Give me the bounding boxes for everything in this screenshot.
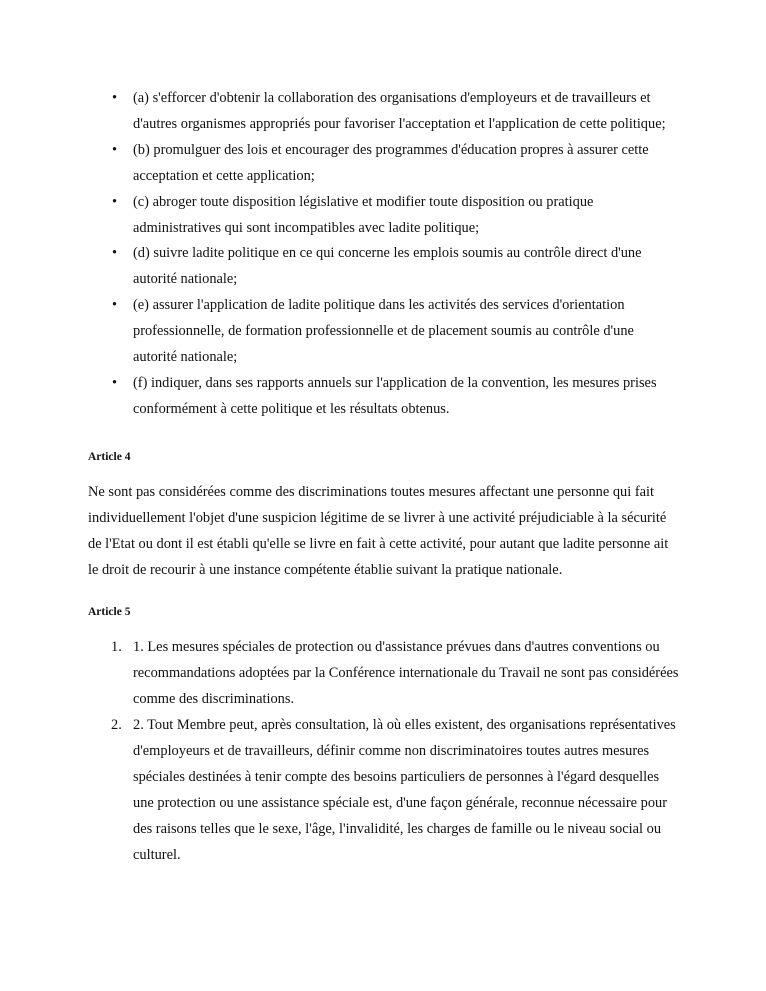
article-5-list [88,635,680,868]
list-item [88,293,680,371]
measures-list [88,86,680,423]
bullet-marker: • [112,90,118,106]
bullet-marker: • [112,245,118,262]
list-item-text: 1. Les mesures spéciales de protection ou d'assistance prévues dans d'autres conventions ou recommandations adoptées par la Conférence internationale du Travail ne sont pas considérées comme des discriminations. [133,639,679,708]
list-item [88,138,680,190]
list-item-text: (e) assurer l'application de ladite politique dans les activités des services d'orientation professionnelle, de formation professionnelle et de placement soumis au contrôle d'une autorité nationale; [133,297,634,366]
list-item-text: (f) indiquer, dans ses rapports annuels sur l'application de la convention, les mesures prises conformément à cette politique et les résultats obtenus. [133,374,657,417]
article-5-heading: Article 5 [88,606,131,619]
list-item [88,190,680,242]
list-item-text: (d) suivre ladite politique en ce qui concerne les emplois soumis au contrôle direct d'une autorité nationale; [133,245,642,288]
number-marker: 1. [111,639,122,656]
bullet-marker: • [112,374,118,391]
list-item [88,713,680,868]
list-item-text: (a) s'efforcer d'obtenir la collaboration des organisations d'employeurs et de travailleurs et d'autres organismes appropriés pour favoriser l'acceptation et l'application de cette politique; [133,90,666,132]
bullet-marker: • [112,193,118,210]
list-item-text: 2. Tout Membre peut, après consultation, là où elles existent, des organisations représentatives d'employeurs et de travailleurs, définir comme non discriminatoires toutes autres mesures spéciales destinées à tenir compte des besoins particuliers de personnes à l'égard desquelles une protection ou une assistance spéciale est, d'une façon générale, reconnue nécessaire pour des raisons telles que le sexe, l'âge, l'invalidité, les charges de famille ou le niveau social ou culturel. [133,717,676,863]
list-item-text: (c) abroger toute disposition législative et modifier toute disposition ou pratique administratives qui sont incompatibles avec ladite politique; [133,193,594,236]
list-item [88,241,680,293]
list-item-text: (b) promulguer des lois et encourager des programmes d'éducation propres à assurer cette acceptation et cette application; [133,141,649,184]
article-4-paragraph: Ne sont pas considérées comme des discriminations toutes mesures affectant une personne qui fait individuellement l'objet d'une suspicion légitime de se livrer à une activité préjudiciable à la sécurité de l'Etat ou dont il est établi qu'elle se livre en fait à cette activité, pour autant que ladite personne ait le droit de recourir à une instance compétente établie suivant la pratique nationale. [88,483,669,578]
bullet-marker: • [112,297,118,314]
bullet-marker: • [112,141,118,158]
list-item [88,86,680,138]
number-marker: 2. [111,717,122,734]
list-item [88,371,680,423]
document-page [88,86,680,869]
list-item [88,635,680,713]
article-4-heading: Article 4 [88,450,131,463]
